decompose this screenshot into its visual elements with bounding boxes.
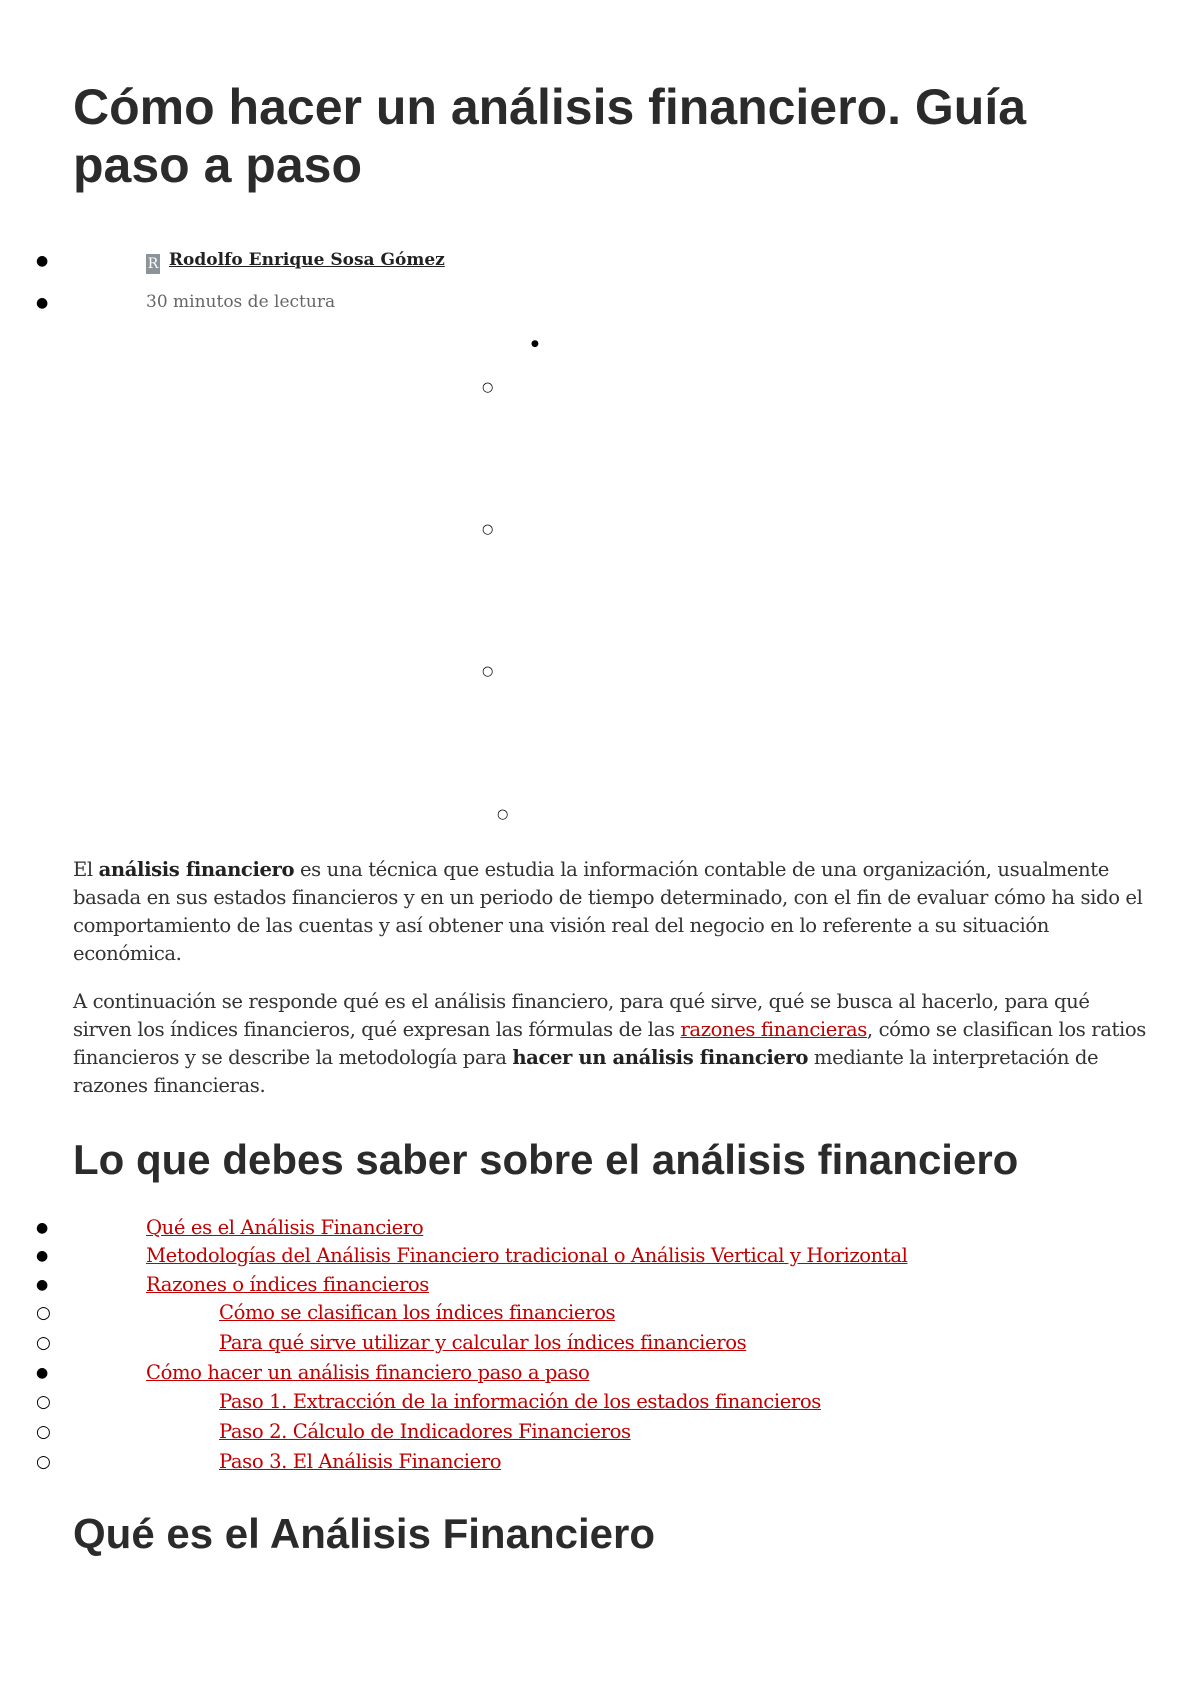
- razones-financieras-link[interactable]: razones financieras: [680, 1018, 867, 1041]
- list-circle: ○: [482, 664, 494, 679]
- list-bullet: ●: [36, 1220, 49, 1236]
- list-circle: ○: [36, 1392, 51, 1412]
- list-circle: ○: [36, 1422, 51, 1442]
- toc-link[interactable]: Qué es el Análisis Financiero: [146, 1216, 424, 1239]
- list-bullet: ●: [36, 1248, 49, 1264]
- list-circle: ○: [36, 1303, 51, 1323]
- toc-sublink[interactable]: Paso 1. Extracción de la información de los estados financieros: [219, 1390, 821, 1413]
- intro-paragraph: A continuación se responde qué es el análisis financiero, para qué sirve, qué se busca al hacerlo, para qué sirven los índices financieros, qué expresan las fórmulas de las razones financieras, cómo se clasifican los ratios financieros y se describe la metodología para hacer un análisis financiero mediante la interpretación de razones financieras.: [73, 990, 1146, 1097]
- list-bullet: ●: [531, 339, 539, 349]
- toc-sublink[interactable]: Cómo se clasifican los índices financieros: [219, 1301, 616, 1324]
- list-circle: ○: [497, 807, 509, 822]
- list-bullet: ●: [36, 1277, 49, 1293]
- toc-link[interactable]: Razones o índices financieros: [146, 1273, 429, 1296]
- intro-paragraph: El análisis financiero es una técnica que estudia la información contable de una organización, usualmente basada en sus estados financieros y en un periodo de tiempo determinado, con el fin de evaluar cómo ha sido el comportamiento de las cuentas y así obtener una visión real del negocio en lo referente a su situación económica.: [73, 858, 1143, 965]
- list-circle: ○: [36, 1452, 51, 1472]
- toc-sublink[interactable]: Para qué sirve utilizar y calcular los índices financieros: [219, 1331, 747, 1354]
- author-link[interactable]: Rodolfo Enrique Sosa Gómez: [168, 250, 445, 270]
- toc-link[interactable]: Metodologías del Análisis Financiero tradicional o Análisis Vertical y Horizontal: [146, 1244, 908, 1267]
- toc-sublink[interactable]: Paso 3. El Análisis Financiero: [219, 1450, 502, 1473]
- section-heading: Qué es el Análisis Financiero: [73, 1510, 655, 1557]
- author-avatar[interactable]: R: [147, 256, 159, 272]
- article-title: Cómo hacer un análisis financiero. Guía paso a paso: [73, 79, 1027, 193]
- list-circle: ○: [482, 380, 494, 395]
- list-circle: ○: [36, 1333, 51, 1353]
- list-circle: ○: [482, 522, 494, 537]
- toc-sublink[interactable]: Paso 2. Cálculo de Indicadores Financieros: [219, 1420, 631, 1443]
- list-bullet: ●: [36, 1365, 49, 1381]
- bold-term: análisis financiero: [98, 858, 295, 881]
- list-bullet: ●: [36, 253, 49, 269]
- bold-term: hacer un análisis financiero: [512, 1046, 809, 1069]
- author-byline[interactable]: [146, 250, 445, 274]
- toc-link[interactable]: Cómo hacer un análisis financiero paso a paso: [146, 1361, 590, 1384]
- section-heading: Lo que debes saber sobre el análisis financiero: [73, 1136, 1019, 1183]
- list-bullet: ●: [36, 295, 49, 311]
- read-time: 30 minutos de lectura: [146, 292, 336, 312]
